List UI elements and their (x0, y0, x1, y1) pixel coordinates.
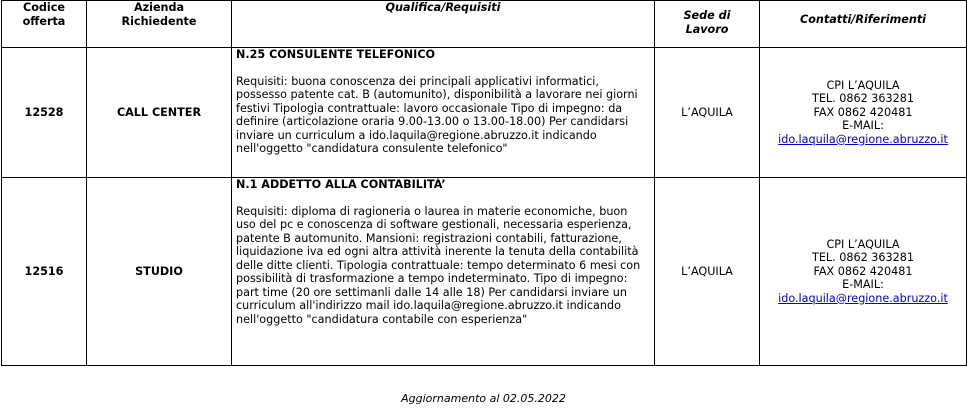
table-header-row (2, 1, 967, 48)
contact-tel: TEL. 0862 363281 (812, 251, 914, 265)
header-code (2, 1, 87, 48)
contact-office: CPI L’AQUILA (826, 78, 900, 92)
contact-fax: FAX 0862 420481 (813, 264, 913, 278)
header-contacts: Contatti/Riferimenti (760, 1, 967, 48)
offer-requirements: Requisiti: buona conoscenza dei principali applicativi informatici, possesso patente cat. B (automunito), disponibilità a lavorare nei giorni festivi Tipologia contrattuale: lavoro occasionale Tipo di impegno: da definire (articolazione oraria 9.00-13.00 o 13.00-18.00) Per candidarsi inviare un curriculum a ido.laquila@regione.abruzzo.it indicando nell'oggetto "candidatura consulente telefonico" (236, 74, 638, 155)
header-location-line1: Sede di (683, 9, 731, 22)
offer-contact (760, 48, 967, 178)
update-date: Aggiornamento al 02.05.2022 (401, 392, 566, 405)
header-code-line1: Codice (23, 1, 65, 14)
offer-qualification (232, 48, 655, 178)
table-row (2, 48, 967, 178)
header-company (87, 1, 232, 48)
offer-company: CALL CENTER (87, 48, 232, 178)
contact-email-link[interactable]: ido.laquila@regione.abruzzo.it (778, 132, 948, 146)
header-code-line2: offerta (22, 14, 66, 28)
header-location-line2: Lavoro (685, 22, 729, 36)
offer-code: 12516 (2, 178, 87, 366)
contact-tel: TEL. 0862 363281 (812, 92, 914, 106)
contact-office: CPI L’AQUILA (826, 237, 900, 251)
contact-fax: FAX 0862 420481 (813, 105, 913, 119)
contact-email-link[interactable]: ido.laquila@regione.abruzzo.it (778, 291, 948, 305)
table-row (2, 178, 967, 366)
offer-location: L’AQUILA (655, 178, 760, 366)
offer-location: L’AQUILA (655, 48, 760, 178)
header-location (655, 1, 760, 48)
offer-role: N.25 CONSULENTE TELEFONICO (236, 48, 436, 61)
offer-requirements: Requisiti: diploma di ragioneria o laurea in materie economiche, buon uso del pc e conoscenza di software gestionali, necessaria esperienza, patente B automunito. Mansioni: registrazioni contabili, fatturazione, liquidazione iva ed ogni altra attività inerente la tenuta della contabilità delle ditte clienti. Tipologia contrattuale: tempo determinato 6 mesi con possibilità di trasformazione a tempo indeterminato. Tipo di impegno: part time (20 ore settimanli dalle 14 alle 18) Per candidarsi inviare un curriculum all'indirizzo mail ido.laquila@regione.abruzzo.it indicando nell'oggetto "candidatura contabile con esperienza" (236, 204, 641, 326)
offer-role: N.1 ADDETTO ALLA CONTABILITÀ’ (236, 178, 446, 191)
offer-code: 12528 (2, 48, 87, 178)
job-offers-table (1, 0, 967, 366)
contact-email-label: E-MAIL: (842, 119, 884, 133)
contact-email-label: E-MAIL: (842, 278, 884, 292)
offer-contact (760, 178, 967, 366)
header-qualification: Qualifica/Requisiti (232, 1, 655, 48)
offer-company: STUDIO (87, 178, 232, 366)
header-company-line2: Richiedente (121, 14, 197, 28)
offer-qualification (232, 178, 655, 366)
header-company-line1: Azienda (133, 1, 185, 14)
